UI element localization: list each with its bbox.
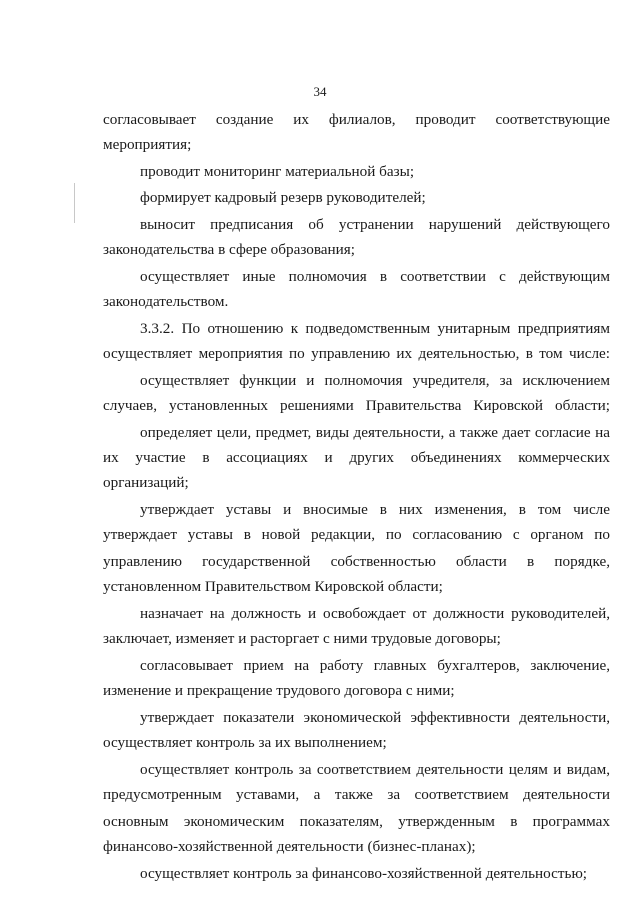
text-line: организаций; xyxy=(103,474,189,491)
text-line: формирует кадровый резерв руководителей; xyxy=(140,189,426,206)
text-line: определяет цели, предмет, виды деятельности, а также дает согласие на xyxy=(140,424,610,441)
text-line: заключает, изменяет и расторгает с ними трудовые договоры; xyxy=(103,630,501,647)
text-line: их участие в ассоциациях и других объединениях коммерческих xyxy=(103,449,610,466)
text-line: установленном Правительством Кировской области; xyxy=(103,578,443,595)
text-line: предусмотренным уставами, а также за соответствием деятельности xyxy=(103,786,610,803)
text-line: финансово-хозяйственной деятельности (бизнес-планах); xyxy=(103,838,476,855)
text-line: назначает на должность и освобождает от должности руководителей, xyxy=(140,605,610,622)
text-line: согласовывает прием на работу главных бухгалтеров, заключение, xyxy=(140,657,610,674)
margin-mark xyxy=(74,183,75,223)
text-line: мероприятия; xyxy=(103,136,192,153)
text-line: утверждает показатели экономической эффективности деятельности, xyxy=(140,709,610,726)
text-line: выносит предписания об устранении нарушений действующего xyxy=(140,216,610,233)
text-line: осуществляет контроль за их выполнением; xyxy=(103,734,387,751)
text-line: утверждает уставы и вносимые в них изменения, в том числе xyxy=(140,501,610,518)
text-line: законодательства в сфере образования; xyxy=(103,241,356,258)
text-line: согласовывает создание их филиалов, проводит соответствующие xyxy=(103,111,610,128)
text-line: осуществляет контроль за финансово-хозяйственной деятельностью; xyxy=(140,865,588,882)
page-number: 34 xyxy=(313,84,327,99)
text-line: осуществляет функции и полномочия учредителя, за исключением xyxy=(140,372,610,389)
text-line: осуществляет контроль за соответствием деятельности целям и видам, xyxy=(140,761,610,778)
text-line: утверждает уставы в новой редакции, по согласованию с органом по xyxy=(103,526,610,543)
text-line: случаев, установленных решениями Правительства Кировской области; xyxy=(103,397,610,414)
text-line: осуществляет иные полномочия в соответствии с действующим xyxy=(140,268,610,285)
text-line: законодательством. xyxy=(103,293,229,310)
text-line: управлению государственной собственностью области в порядке, xyxy=(103,553,610,570)
text-line: основным экономическим показателям, утвержденным в программах xyxy=(103,813,610,830)
text-line: 3.3.2. По отношению к подведомственным унитарным предприятиям xyxy=(140,320,610,337)
text-line: изменение и прекращение трудового договора с ними; xyxy=(103,682,455,699)
text-line: осуществляет мероприятия по управлению их деятельностью, в том числе: xyxy=(103,345,610,362)
text-line: проводит мониторинг материальной базы; xyxy=(140,163,415,180)
